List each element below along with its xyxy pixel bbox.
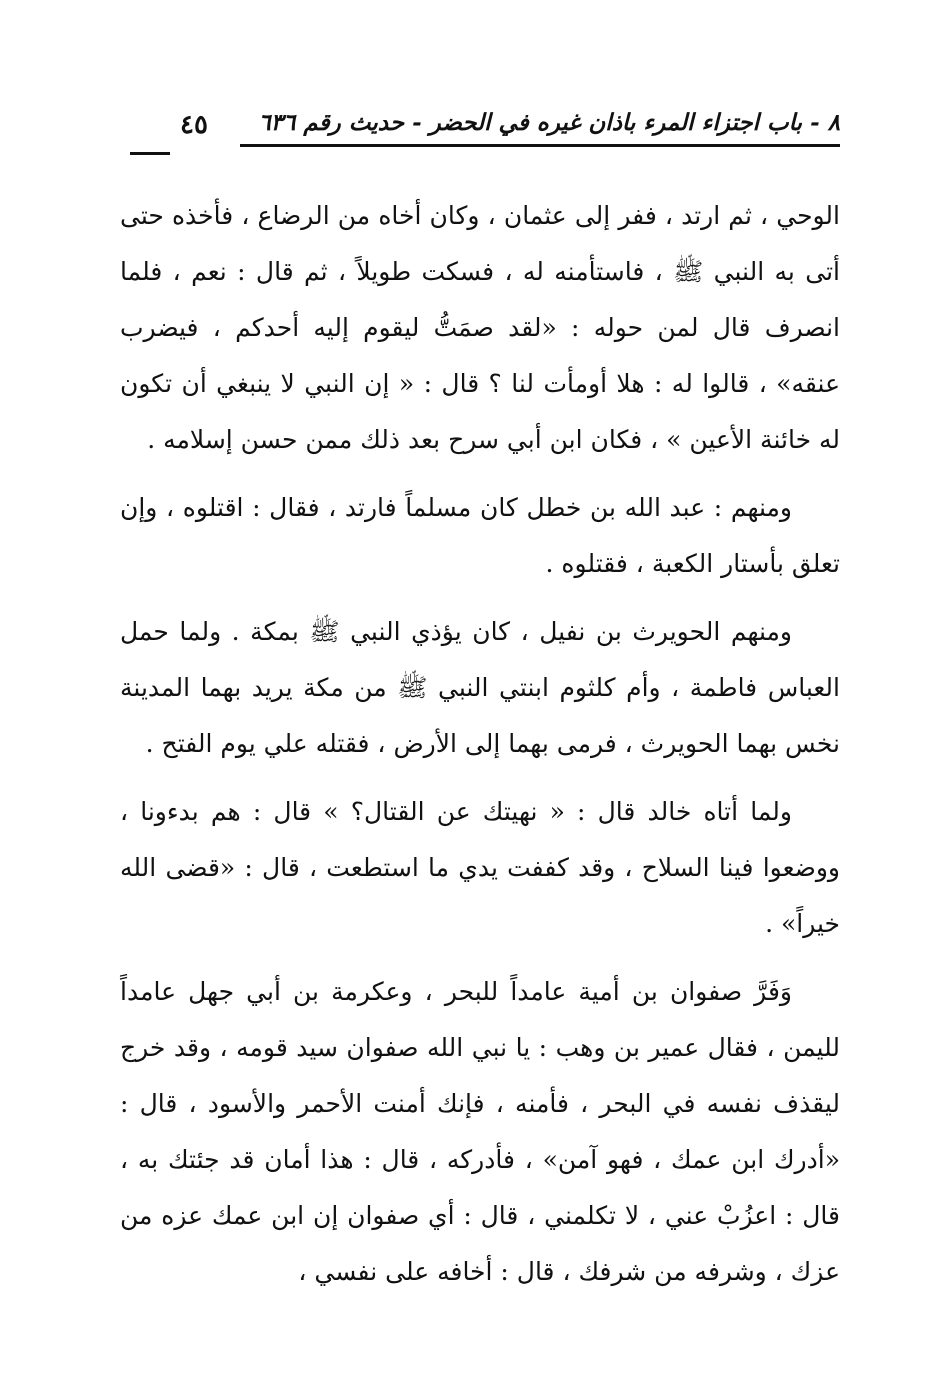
paragraph-5-text: وَفَرَّ صفوان بن أمية عامداً للبحر ، وعكرمة بن أبي جهل عامداً لليمن ، فقال عمير بن وهب : يا نبي الله صفوان سيد قومه ، وقد خرج ليقذف نفسه في البحر ، فأمنه ، فإنك أمنت الأحمر والأسود ، قال : «أدرك ابن عمك ، فهو آمن» ، فأدركه ، قال : هذا أمان قد جئتك به ، قال : اعزُبْ عني ، لا تكلمني ، قال : أي صفوان إن ابن عمك عزه من عزك ، وشرفه من شرفك ، قال : أخافه على نفسي ، <box>120 977 840 1286</box>
page-number-dash <box>130 152 170 155</box>
body-text <box>120 188 840 1300</box>
paragraph-3-text: ومنهم الحويرث بن نفيل ، كان يؤذي النبي ﷺ بمكة . ولما حمل العباس فاطمة ، وأم كلثوم ابنتي النبي ﷺ من مكة يريد بهما المدينة نخس بهما الحويرث ، فرمى بهما إلى الأرض ، فقتله علي يوم الفتح . <box>120 617 840 758</box>
paragraph-5 <box>120 964 840 1300</box>
paragraph-2-text: ومنهم : عبد الله بن خطل كان مسلماً فارتد ، فقال : اقتلوه ، وإن تعلق بأستار الكعبة ، فقتلوه . <box>120 493 840 578</box>
paragraph-1-text: الوحي ، ثم ارتد ، ففر إلى عثمان ، وكان أخاه من الرضاع ، فأخذه حتى أتى به النبي ﷺ ، فاستأمنه له ، فسكت طويلاً ، ثم قال : نعم ، فلما انصرف قال لمن حوله : «لقد صمَتُّ ليقوم إليه أحدكم ، فيضرب عنقه» ، قالوا له : هلا أومأت لنا ؟ قال : « إن النبي لا ينبغي أن تكون له خائنة الأعين » ، فكان ابن أبي سرح بعد ذلك ممن حسن إسلامه . <box>120 201 840 454</box>
paragraph-4 <box>120 784 840 952</box>
header-rule <box>240 144 840 147</box>
running-header-title: ٨ - باب اجتزاء المرء باذان غيره في الحضر - حديث رقم ٦٣٦ <box>258 109 840 136</box>
page-number: ٤٥ <box>180 110 208 140</box>
paragraph-2 <box>120 480 840 592</box>
paragraph-3 <box>120 604 840 772</box>
paragraph-4-text: ولما أتاه خالد قال : « نهيتك عن القتال؟ » قال : هم بدءونا ، ووضعوا فينا السلاح ، وقد كففت يدي ما استطعت ، قال : «قضى الله خيراً» . <box>120 797 840 938</box>
paragraph-1 <box>120 188 840 468</box>
page-header <box>120 108 840 160</box>
